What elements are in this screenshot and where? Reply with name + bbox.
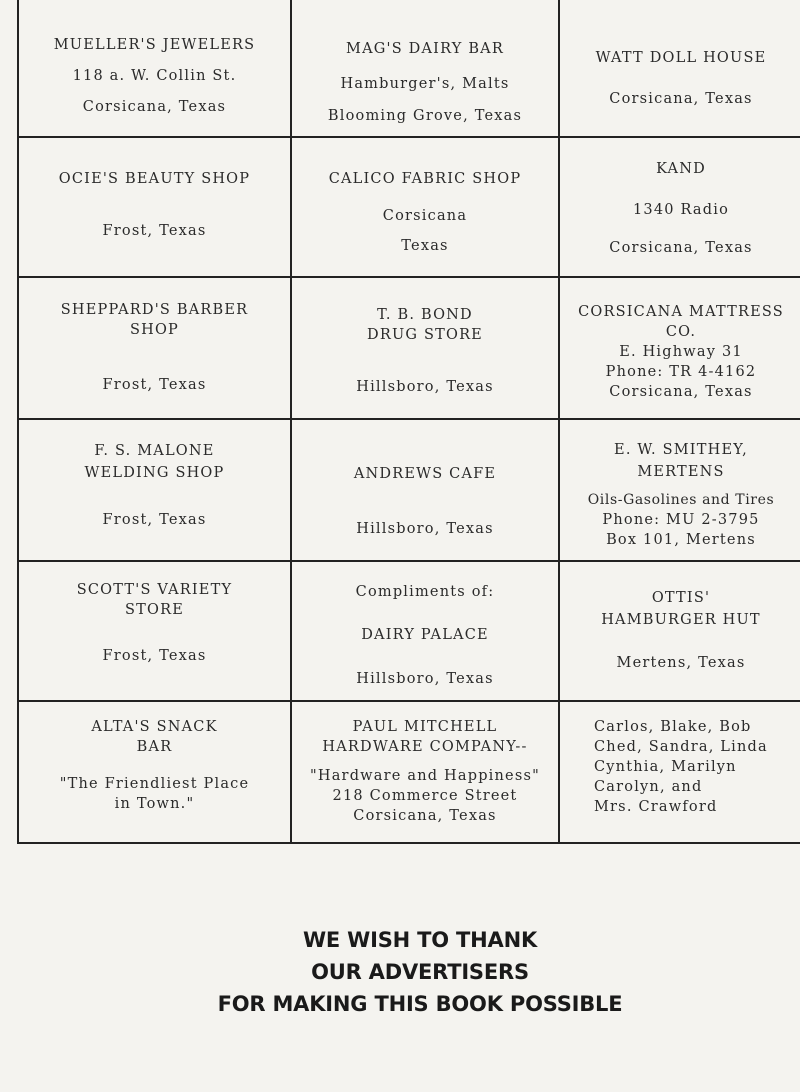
ad-name: SHEPPARD'S BARBER	[60, 302, 249, 318]
names-line: Cynthia, Marilyn	[594, 759, 737, 775]
ad-name: MAG'S DAIRY BAR	[346, 41, 504, 57]
ad-location: Frost, Texas	[102, 223, 207, 239]
ad-name-cont: STORE	[125, 602, 184, 618]
ad-name: F. S. MALONE	[94, 443, 215, 459]
ad-andrews-cafe	[292, 420, 560, 560]
ad-muellers-jewelers	[19, 0, 292, 136]
ad-name: T. B. BOND	[377, 307, 473, 323]
names-line: Carlos, Blake, Bob	[594, 719, 752, 735]
ad-location: Hillsboro, Texas	[356, 379, 494, 395]
ad-name-cont: WELDING SHOP	[84, 465, 225, 481]
ad-address: 218 Commerce Street	[332, 788, 518, 804]
ad-class-names	[560, 702, 800, 842]
ad-name-cont: DRUG STORE	[367, 327, 483, 343]
ad-location: Hillsboro, Texas	[356, 671, 494, 687]
ad-mags-dairy-bar	[292, 0, 560, 136]
thank-you-message	[0, 924, 800, 1020]
ad-altas-snack-bar	[19, 702, 292, 842]
ad-location: Corsicana, Texas	[353, 808, 497, 824]
ad-location: Frost, Texas	[102, 512, 207, 528]
grid-row	[19, 420, 800, 562]
ad-tb-bond-drug-store	[292, 278, 560, 418]
grid-row	[19, 702, 800, 844]
names-line: Mrs. Crawford	[594, 799, 718, 815]
ad-name: OTTIS'	[651, 590, 711, 606]
ad-corsicana-mattress	[560, 278, 800, 418]
ad-name: CALICO FABRIC SHOP	[328, 171, 522, 187]
ad-name: WATT DOLL HOUSE	[595, 50, 767, 66]
ad-address: E. Highway 31	[619, 344, 743, 360]
ad-slogan: "Hardware and Happiness"	[310, 768, 540, 784]
ad-location: Corsicana, Texas	[609, 384, 753, 400]
thanks-line: OUR ADVERTISERS	[311, 960, 529, 984]
ad-city: Corsicana	[382, 208, 468, 224]
ad-address: Box 101, Mertens	[606, 532, 756, 548]
grid-row	[19, 562, 800, 702]
ad-name: KAND	[656, 161, 706, 177]
ad-name-cont: MERTENS	[637, 464, 725, 480]
ad-phone: Phone: MU 2-3795	[602, 512, 760, 528]
ad-name: DAIRY PALACE	[361, 627, 489, 643]
names-line: Carolyn, and	[594, 779, 703, 795]
thanks-line: FOR MAKING THIS BOOK POSSIBLE	[217, 992, 623, 1016]
grid-row	[19, 278, 800, 420]
ad-name-cont: HAMBURGER HUT	[601, 612, 761, 628]
ad-name: PAUL MITCHELL	[352, 719, 498, 735]
ad-slogan: "The Friendliest Place	[59, 776, 250, 792]
ad-watt-doll-house	[560, 0, 800, 136]
ad-location: Corsicana, Texas	[609, 240, 753, 256]
ad-location: Frost, Texas	[102, 377, 207, 393]
ad-dairy-palace	[292, 562, 560, 700]
ad-name-cont: HARDWARE COMPANY--	[322, 739, 528, 755]
grid-row	[19, 138, 800, 278]
ad-location: Corsicana, Texas	[82, 99, 227, 115]
ad-calico-fabric-shop	[292, 138, 560, 276]
ad-tagline: Oils-Gasolines and Tires	[587, 492, 775, 508]
ad-intro: Compliments of:	[355, 584, 495, 600]
ad-location: Frost, Texas	[102, 648, 207, 664]
ad-fs-malone-welding	[19, 420, 292, 560]
ad-name: CORSICANA MATTRESS	[578, 304, 784, 320]
names-line: Ched, Sandra, Linda	[594, 739, 768, 755]
grid-row	[19, 0, 800, 138]
ad-name-cont: BAR	[136, 739, 173, 755]
ad-name: E. W. SMITHEY,	[614, 442, 748, 458]
ad-ottis-hamburger-hut	[560, 562, 800, 700]
ad-phone: Phone: TR 4-4162	[605, 364, 757, 380]
thanks-line: WE WISH TO THANK	[302, 928, 538, 952]
ad-location: Corsicana, Texas	[609, 91, 753, 107]
ad-name: ALTA'S SNACK	[91, 719, 218, 735]
ad-tagline: Hamburger's, Malts	[340, 76, 510, 92]
ad-ew-smithey	[560, 420, 800, 560]
ad-name: SCOTT'S VARIETY	[76, 582, 233, 598]
ad-location: Mertens, Texas	[616, 655, 746, 671]
ad-name: ANDREWS CAFE	[353, 466, 497, 482]
ad-sheppards-barber-shop	[19, 278, 292, 418]
ad-name: OCIE'S BEAUTY SHOP	[58, 171, 251, 187]
ad-location: Blooming Grove, Texas	[327, 108, 523, 124]
ad-name: MUELLER'S JEWELERS	[53, 37, 256, 53]
ad-state: Texas	[401, 238, 449, 254]
ad-slogan-cont: in Town."	[114, 796, 195, 812]
ad-scotts-variety-store	[19, 562, 292, 700]
ad-name-cont: SHOP	[129, 322, 180, 338]
advertiser-grid	[17, 0, 800, 844]
ad-address: 118 a. W. Collin St.	[72, 68, 237, 84]
ad-name-cont: CO.	[665, 324, 697, 340]
ad-kand-radio	[560, 138, 800, 276]
ad-tagline: 1340 Radio	[632, 202, 730, 218]
ad-ocies-beauty-shop	[19, 138, 292, 276]
ad-paul-mitchell-hardware	[292, 702, 560, 842]
ad-location: Hillsboro, Texas	[356, 521, 494, 537]
